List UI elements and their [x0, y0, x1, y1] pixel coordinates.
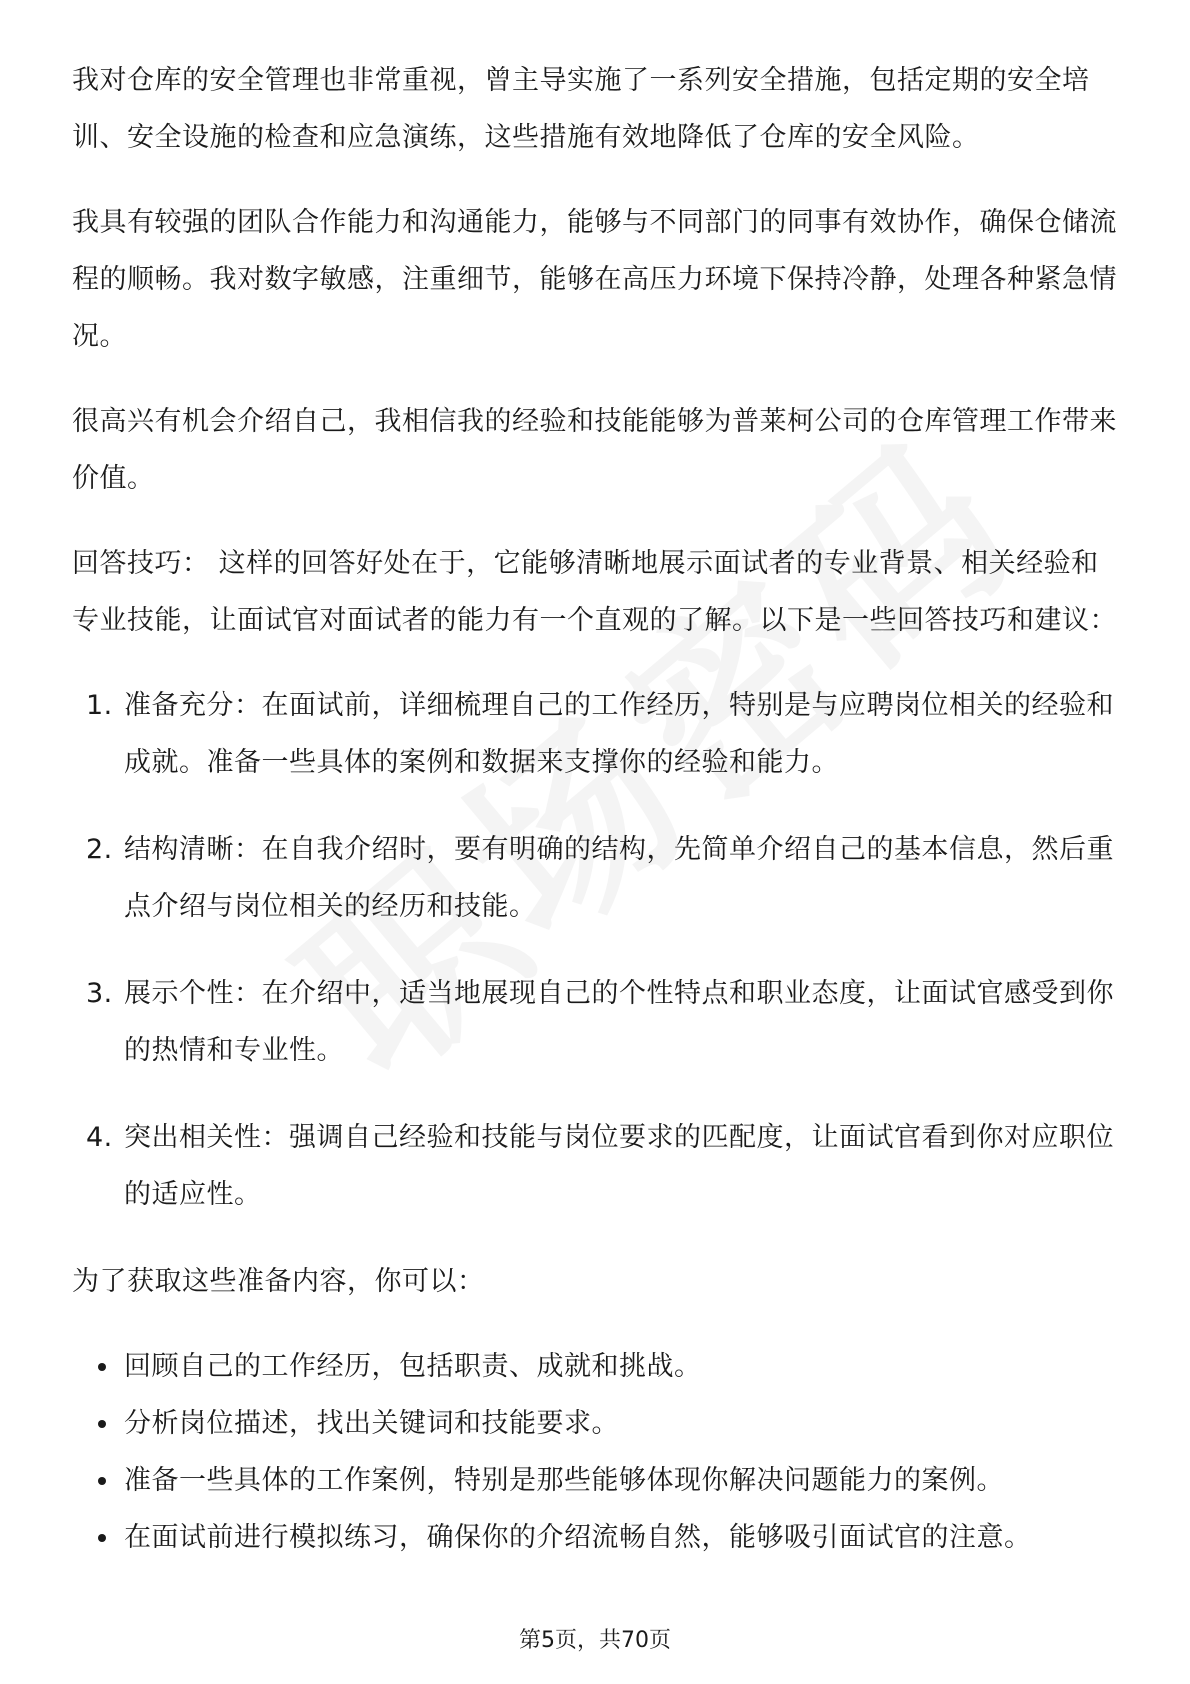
prep-list	[72, 1338, 1122, 1566]
bullet-item	[72, 1509, 1122, 1566]
bullet-item	[72, 1338, 1122, 1395]
paragraph-safety: 我对仓库的安全管理也非常重视，曾主导实施了一系列安全措施，包括定期的安全培训、安全设施的检查和应急演练，这些措施有效地降低了仓库的安全风险。	[72, 65, 1090, 153]
bullet-item-text: 在面试前进行模拟练习，确保你的介绍流畅自然，能够吸引面试官的注意。	[124, 1522, 1032, 1553]
list-item	[72, 965, 1122, 1079]
page-number: 第5页，共70页	[519, 1628, 671, 1653]
paragraph-teamwork: 我具有较强的团队合作能力和沟通能力，能够与不同部门的同事有效协作，确保仓储流程的顺畅。我对数字敏感，注重细节，能够在高压力环境下保持冷静，处理各种紧急情况。	[72, 207, 1117, 352]
list-item	[72, 1109, 1122, 1223]
bullet-item-text: 分析岗位描述，找出关键词和技能要求。	[124, 1408, 619, 1439]
bullet-icon	[98, 1363, 106, 1371]
bullet-item	[72, 1452, 1122, 1509]
bullet-icon	[98, 1420, 106, 1428]
tips-list	[72, 677, 1122, 1223]
document-page	[72, 52, 1122, 1566]
list-item-number: 1.	[86, 690, 113, 721]
paragraph-prep-intro: 为了获取这些准备内容，你可以：	[72, 1266, 485, 1297]
list-item-text: 准备充分：在面试前，详细梳理自己的工作经历，特别是与应聘岗位相关的经验和成就。准备一些具体的案例和数据来支撑你的经验和能力。	[124, 690, 1114, 778]
bullet-item-text: 准备一些具体的工作案例，特别是那些能够体现你解决问题能力的案例。	[124, 1465, 1004, 1496]
list-item-number: 3.	[86, 978, 113, 1009]
list-item-text: 突出相关性：强调自己经验和技能与岗位要求的匹配度，让面试官看到你对应职位的适应性。	[124, 1122, 1114, 1210]
bullet-item-text: 回顾自己的工作经历，包括职责、成就和挑战。	[124, 1351, 702, 1382]
list-item	[72, 677, 1122, 791]
paragraph-answer-tips: 回答技巧： 这样的回答好处在于，它能够清晰地展示面试者的专业背景、相关经验和专业技能，让面试官对面试者的能力有一个直观的了解。以下是一些回答技巧和建议：	[72, 548, 1117, 636]
list-item-number: 2.	[86, 834, 113, 865]
list-item-number: 4.	[86, 1122, 113, 1153]
list-item	[72, 821, 1122, 935]
bullet-icon	[98, 1534, 106, 1542]
bullet-item	[72, 1395, 1122, 1452]
paragraph-closing: 很高兴有机会介绍自己，我相信我的经验和技能能够为普莱柯公司的仓库管理工作带来价值。	[72, 406, 1117, 494]
list-item-text: 展示个性：在介绍中，适当地展现自己的个性特点和职业态度，让面试官感受到你的热情和专业性。	[124, 978, 1114, 1066]
list-item-text: 结构清晰：在自我介绍时，要有明确的结构，先简单介绍自己的基本信息，然后重点介绍与岗位相关的经历和技能。	[124, 834, 1114, 922]
bullet-icon	[98, 1477, 106, 1485]
